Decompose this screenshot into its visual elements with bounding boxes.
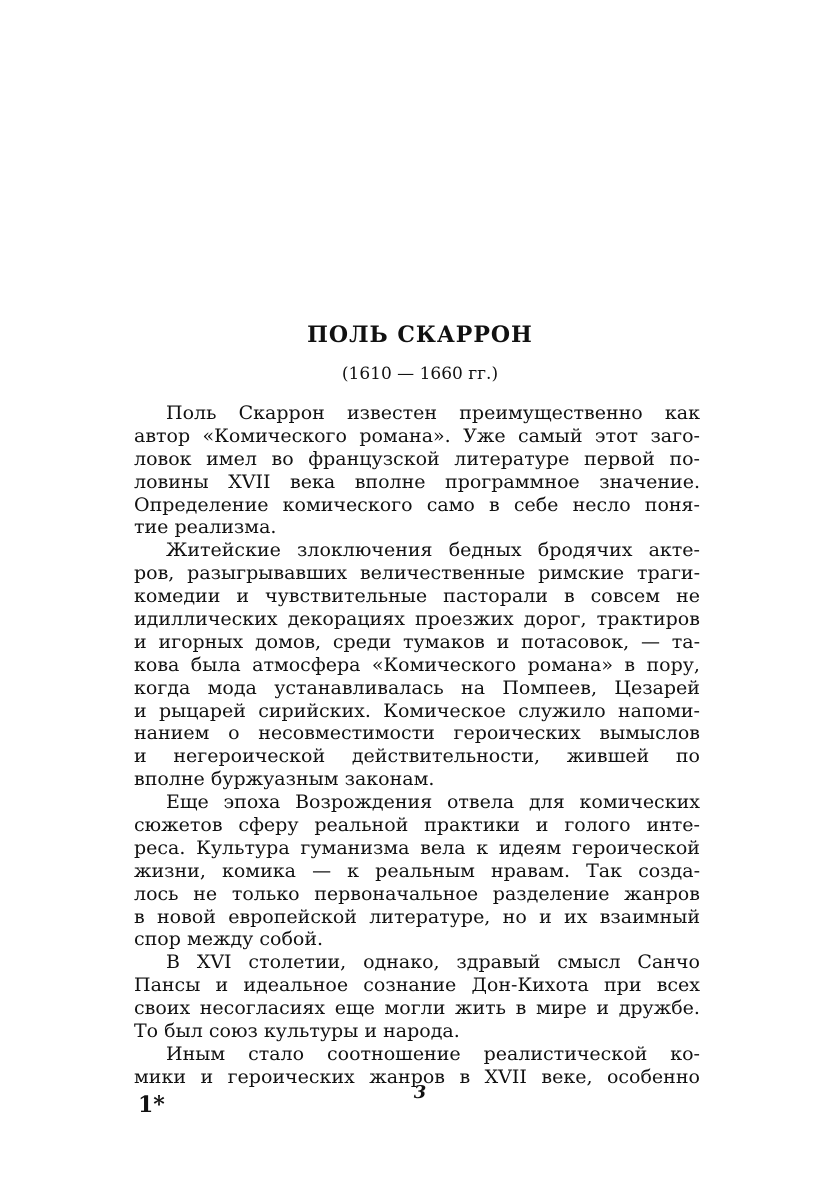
text-line: в новой европейской литературе, но и их взаимный: [134, 905, 700, 928]
text-line: и игорных домов, среди тумаков и потасовок, — та-: [134, 630, 700, 653]
text-line: ловок имел во французской литературе первой по-: [134, 447, 700, 470]
text-line: вполне буржуазным законам.: [134, 768, 435, 791]
text-line: нанием о несовместимости героических вымыслов: [134, 722, 700, 745]
page-number: 3: [413, 1082, 427, 1103]
text-line: комедии и чувствительные пасторали в совсем не: [134, 585, 700, 608]
text-line: идиллических декорациях проезжих дорог, трактиров: [134, 608, 700, 631]
text-line: Иным стало соотношение реалистической ко-: [166, 1042, 700, 1065]
text-line: своих несогласиях еще могли жить в мире и дружбе.: [134, 997, 700, 1020]
text-line: Поль Скаррон известен преимущественно как: [166, 402, 700, 424]
text-line: Пансы и идеальное сознание Дон-Кихота при всех: [134, 974, 700, 997]
text-line: тие реализма.: [134, 516, 277, 539]
text-line: Житейские злоключения бедных бродячих акте-: [166, 539, 700, 562]
text-line: В XVI столетии, однако, здравый смысл Санчо: [166, 951, 700, 974]
body-text: [134, 402, 700, 1089]
printer-signature: 1*: [138, 1092, 165, 1118]
text-line: автор «Комического романа». Уже самый этот заго-: [134, 424, 700, 447]
text-line: То был союз культуры и народа.: [134, 1020, 460, 1043]
text-line: Определение комического само в себе несло поня-: [134, 493, 700, 516]
text-line: Еще эпоха Возрождения отвела для комических: [166, 791, 700, 814]
text-line: ров, разыгрывавших величественные римские траги-: [134, 562, 700, 585]
text-line: ловины XVII века вполне программное значение.: [134, 470, 700, 493]
chapter-dates: (1610 — 1660 гг.): [341, 364, 499, 384]
text-line: жизни, комика — к реальным нравам. Так созда-: [134, 859, 700, 882]
text-line: и рыцарей сирийских. Комическое служило напоми-: [134, 699, 700, 722]
text-line: мики и героических жанров в XVII веке, особенно: [134, 1065, 700, 1088]
text-line: реса. Культура гуманизма вела к идеям героической: [134, 836, 700, 859]
text-line: сюжетов сферу реальной практики и голого инте-: [134, 814, 700, 837]
chapter-title: ПОЛЬ СКАРРОН: [307, 322, 533, 348]
text-line: когда мода устанавливалась на Помпеев, Цезарей: [134, 676, 700, 699]
text-line: кова была атмосфера «Комического романа» в пору,: [134, 653, 700, 676]
text-line: лось не только первоначальное разделение жанров: [134, 882, 700, 905]
text-line: спор между собой.: [134, 928, 324, 951]
text-line: и негероической действительности, жившей по: [134, 745, 700, 768]
